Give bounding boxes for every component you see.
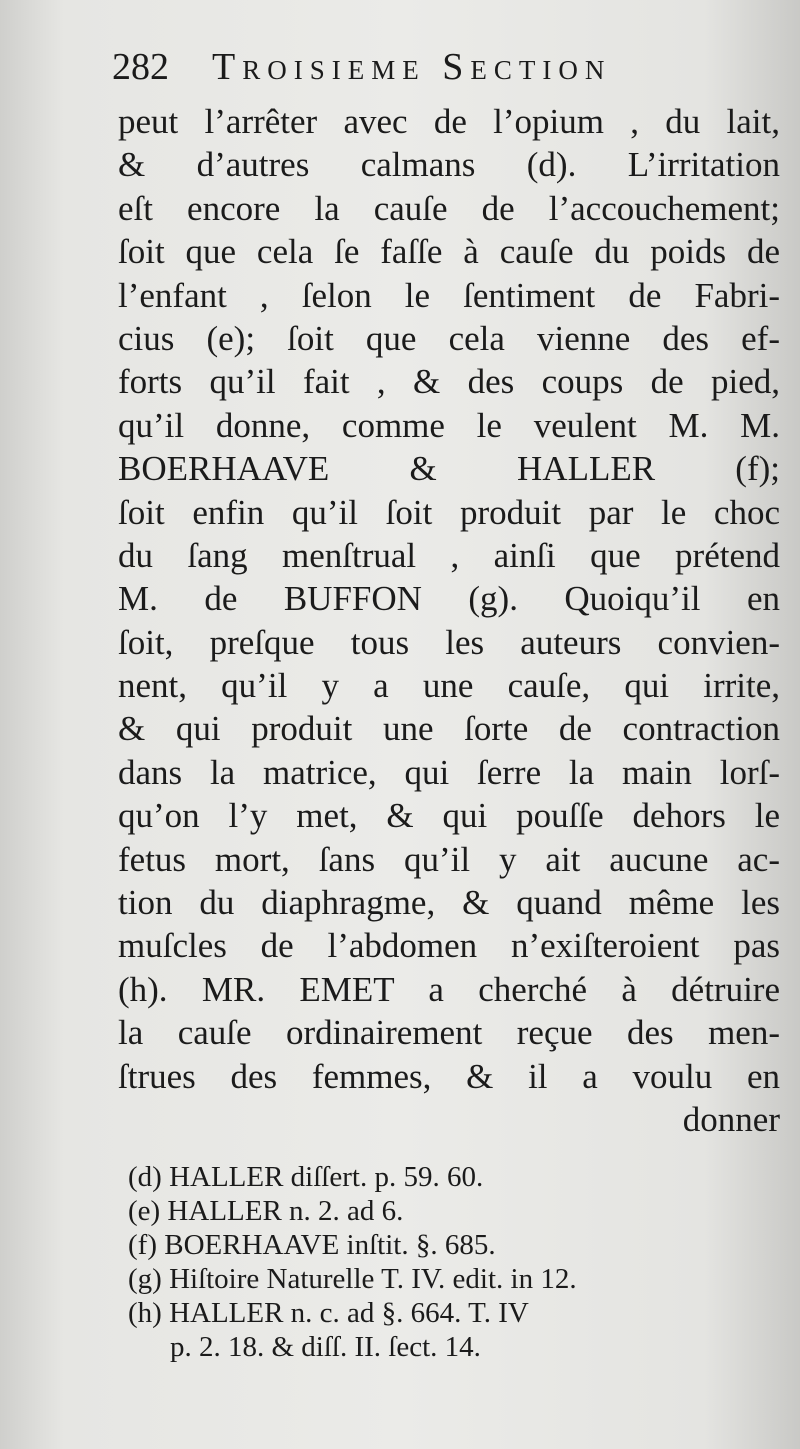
text-line: ſoit que cela ſe faſſe à cauſe du poids de xyxy=(118,232,780,272)
page-number: 282 xyxy=(112,46,169,88)
text-line: ſoit, preſque tous les auteurs convien- xyxy=(118,622,780,662)
footnote-h: (h) HALLER n. c. ad §. 664. T. IV xyxy=(128,1297,529,1329)
text-line: fetus mort, ſans qu’il y ait aucune ac- xyxy=(118,839,780,879)
text-line: ſoit enfin qu’il ſoit produit par le choc xyxy=(118,492,780,532)
text-line: forts qu’il fait , & des coups de pied, xyxy=(118,362,780,402)
text-line: cius (e); ſoit que cela vienne des ef- xyxy=(118,318,780,358)
footnotes xyxy=(128,1160,778,1364)
footnote-g: (g) Hiſtoire Naturelle T. IV. edit. in 12. xyxy=(128,1263,577,1295)
text-line: & d’autres calmans (d). L’irritation xyxy=(118,145,780,185)
text-line: BOERHAAVE & HALLER (f); xyxy=(118,449,780,489)
text-line: peut l’arrêter avec de l’opium , du lait, xyxy=(118,102,780,141)
footnote-e: (e) HALLER n. 2. ad 6. xyxy=(128,1195,404,1227)
footnote-h-continuation: p. 2. 18. & diſſ. II. ſect. 14. xyxy=(170,1331,481,1363)
text-line: nent, qu’il y a une cauſe, qui irrite, xyxy=(118,666,780,706)
main-text xyxy=(118,100,780,1141)
text-line: ſtrues des femmes, & il a voulu en xyxy=(118,1056,780,1096)
text-line: tion du diaphragme, & quand même les xyxy=(118,883,780,923)
text-line: (h). MR. EMET a cherché à détruire xyxy=(118,969,780,1009)
text-line: la cauſe ordinairement reçue des men- xyxy=(118,1013,780,1053)
footnote-d: (d) HALLER diſſert. p. 59. 60. xyxy=(128,1161,484,1193)
catchword: donner xyxy=(682,1099,780,1139)
text-line: dans la matrice, qui ſerre la main lorſ- xyxy=(118,752,780,792)
running-head: Troisieme Section xyxy=(212,46,612,88)
text-line: du ſang menſtrual , ainſi que prétend xyxy=(118,535,780,575)
text-line: l’enfant , ſelon le ſentiment de Fabri- xyxy=(118,275,780,315)
text-line: M. de BUFFON (g). Quoiqu’il en xyxy=(118,579,780,619)
text-line: qu’il donne, comme le veulent M. M. xyxy=(118,405,780,445)
footnote-f: (f) BOERHAAVE inſtit. §. 685. xyxy=(128,1229,496,1261)
page-header xyxy=(112,42,752,92)
text-line: qu’on l’y met, & qui pouſſe dehors le xyxy=(118,796,780,836)
text-line: eſt encore la cauſe de l’accouchement; xyxy=(118,188,780,228)
text-line: & qui produit une ſorte de contraction xyxy=(118,709,780,749)
text-line: muſcles de l’abdomen n’exiſteroient pas xyxy=(118,926,780,966)
